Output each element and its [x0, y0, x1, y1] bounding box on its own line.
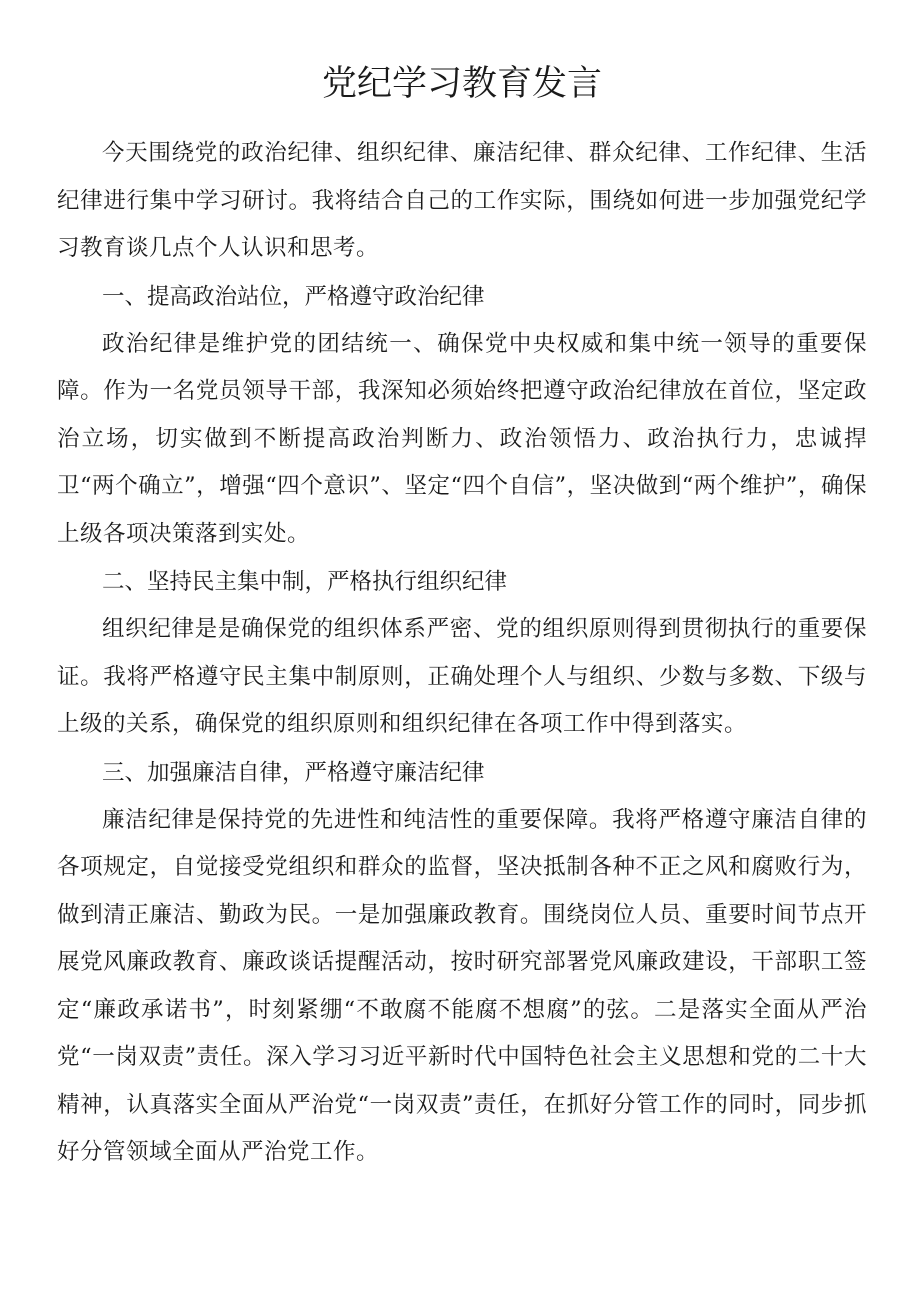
section-1-body: 政治纪律是维护党的团结统一、确保党中央权威和集中统一领导的重要保障。作为一名党员领导干部，我深知必须始终把遵守政治纪律放在首位，坚定政治立场，切实做到不断提高政治判断力、政治领悟力、政治执行力，忠诚捍卫“两个确立”，增强“四个意识”、坚定“四个自信”，坚决做到“两个维护”，确保上级各项决策落到实处。: [57, 330, 867, 547]
section-3-body: 廉洁纪律是保持党的先进性和纯洁性的重要保障。我将严格遵守廉洁自律的各项规定，自觉接受党组织和群众的监督，坚决抵制各种不正之风和腐败行为，做到清正廉洁、勤政为民。一是加强廉政教育。围绕岗位人员、重要时间节点开展党风廉政教育、廉政谈话提醒活动，按时研究部署党风廉政建设，干部职工签定“廉政承诺书”，时刻紧绷“不敢腐不能腐不想腐”的弦。二是落实全面从严治党“一岗双责”责任。深入学习习近平新时代中国特色社会主义思想和党的二十大精神，认真落实全面从严治党“一岗双责”责任，在抓好分管工作的同时，同步抓好分管领域全面从严治党工作。: [57, 806, 867, 1165]
intro-paragraph: 今天围绕党的政治纪律、组织纪律、廉洁纪律、群众纪律、工作纪律、生活纪律进行集中学习研讨。我将结合自己的工作实际，围绕如何进一步加强党纪学习教育谈几点个人认识和思考。: [57, 140, 867, 261]
section-3-heading: 三、加强廉洁自律，严格遵守廉洁纪律: [102, 759, 485, 786]
section-2-body: 组织纪律是是确保党的组织体系严密、党的组织原则得到贯彻执行的重要保证。我将严格遵守民主集中制原则，正确处理个人与组织、少数与多数、下级与上级的关系，确保党的组织原则和组织纪律在各项工作中得到落实。: [57, 616, 867, 737]
document-page: [57, 58, 867, 1177]
section-1-heading: 一、提高政治站位，严格遵守政治纪律: [102, 283, 485, 310]
document-title: 党纪学习教育发言: [321, 64, 602, 104]
section-2-heading: 二、坚持民主集中制，严格执行组织纪律: [102, 569, 508, 595]
